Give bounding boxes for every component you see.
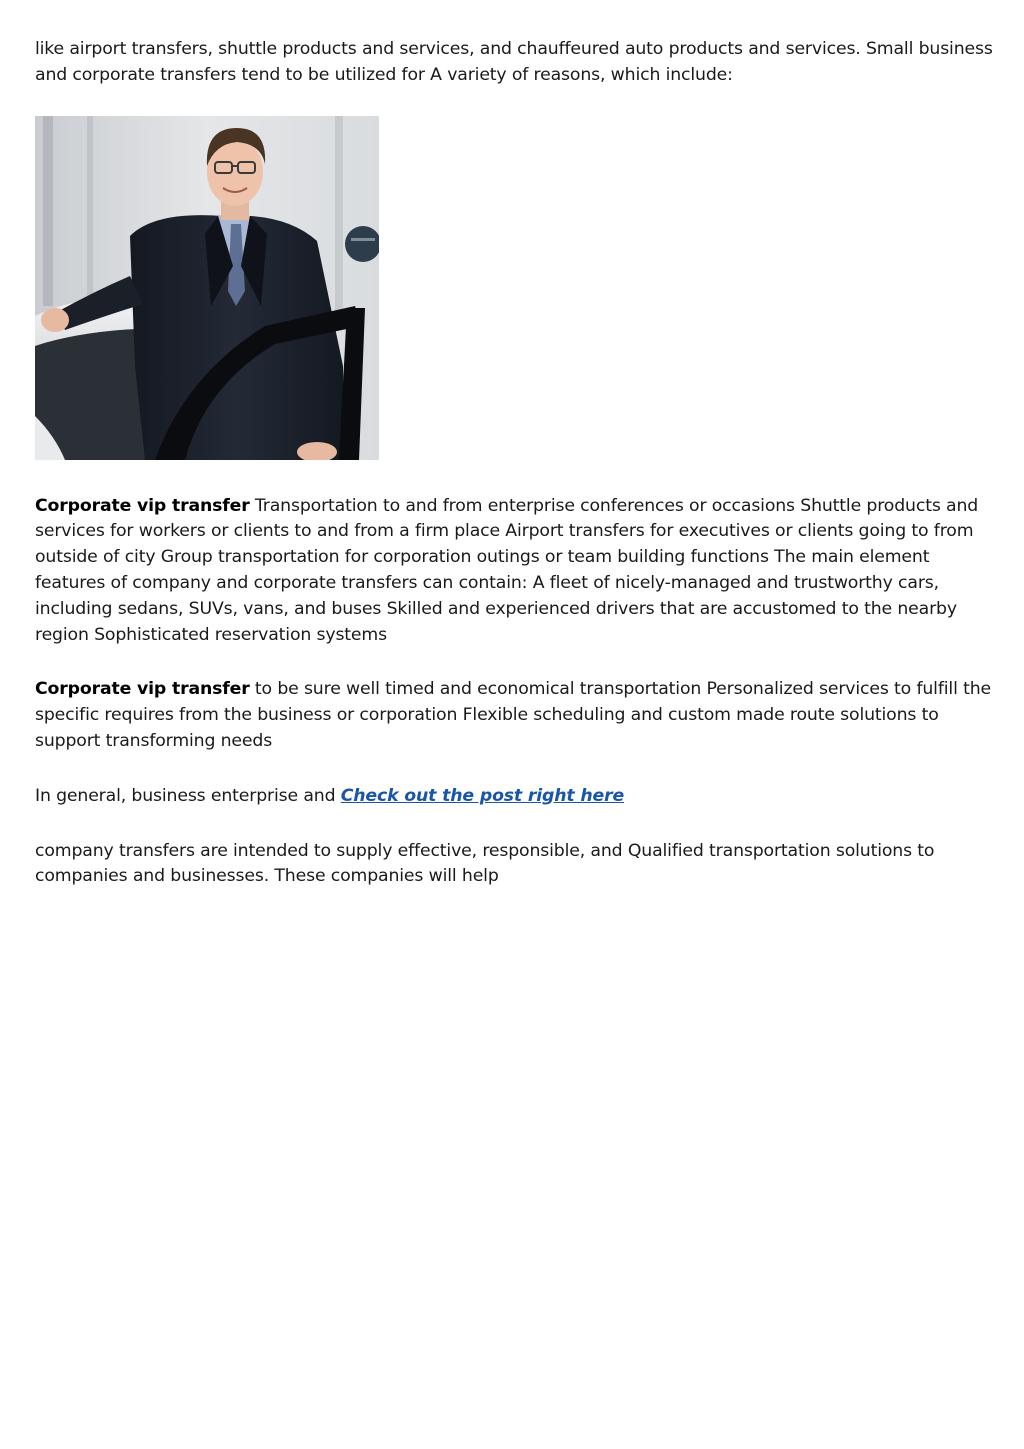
chauffeur-photo xyxy=(35,116,379,460)
corporate-vip-heading-1: Corporate vip transfer xyxy=(35,495,250,516)
closing-paragraph: company transfers are intended to supply effective, responsible, and Qualified transportation solutions to companies and businesses. These companies will help xyxy=(35,840,935,887)
corporate-vip-text-1: Transportation to and from enterprise conferences or occasions Shuttle products and services for workers or clients to and from a firm place Airport transfers for executives or clients going to from outside of city Group transportation for corporation outings or team building functions The main element features of company and corporate transfers can contain: A fleet of nicely-managed and trustworthy cars, including sedans, SUVs, vans, and buses Skilled and experienced drivers that are accustomed to the nearby region Sophisticated reservation systems xyxy=(35,495,979,645)
corporate-vip-paragraph-1 xyxy=(35,494,995,649)
general-text: In general, business enterprise and xyxy=(35,785,341,806)
check-out-post-link[interactable]: Check out the post right here xyxy=(340,785,625,806)
general-paragraph xyxy=(35,784,995,810)
corporate-vip-heading-2: Corporate vip transfer xyxy=(35,679,250,700)
corporate-vip-paragraph-2 xyxy=(35,677,995,754)
corporate-vip-text-2: to be sure well timed and economical transportation Personalized services to fulfill the specific requires from the business or corporation Flexible scheduling and custom made route solutions to support transforming needs xyxy=(35,679,991,751)
document-page xyxy=(35,37,995,890)
intro-paragraph: like airport transfers, shuttle products and services, and chauffeured auto products and services. Small business and corporate transfers tend to be utilized for A variety of reasons, which include: xyxy=(35,39,993,85)
